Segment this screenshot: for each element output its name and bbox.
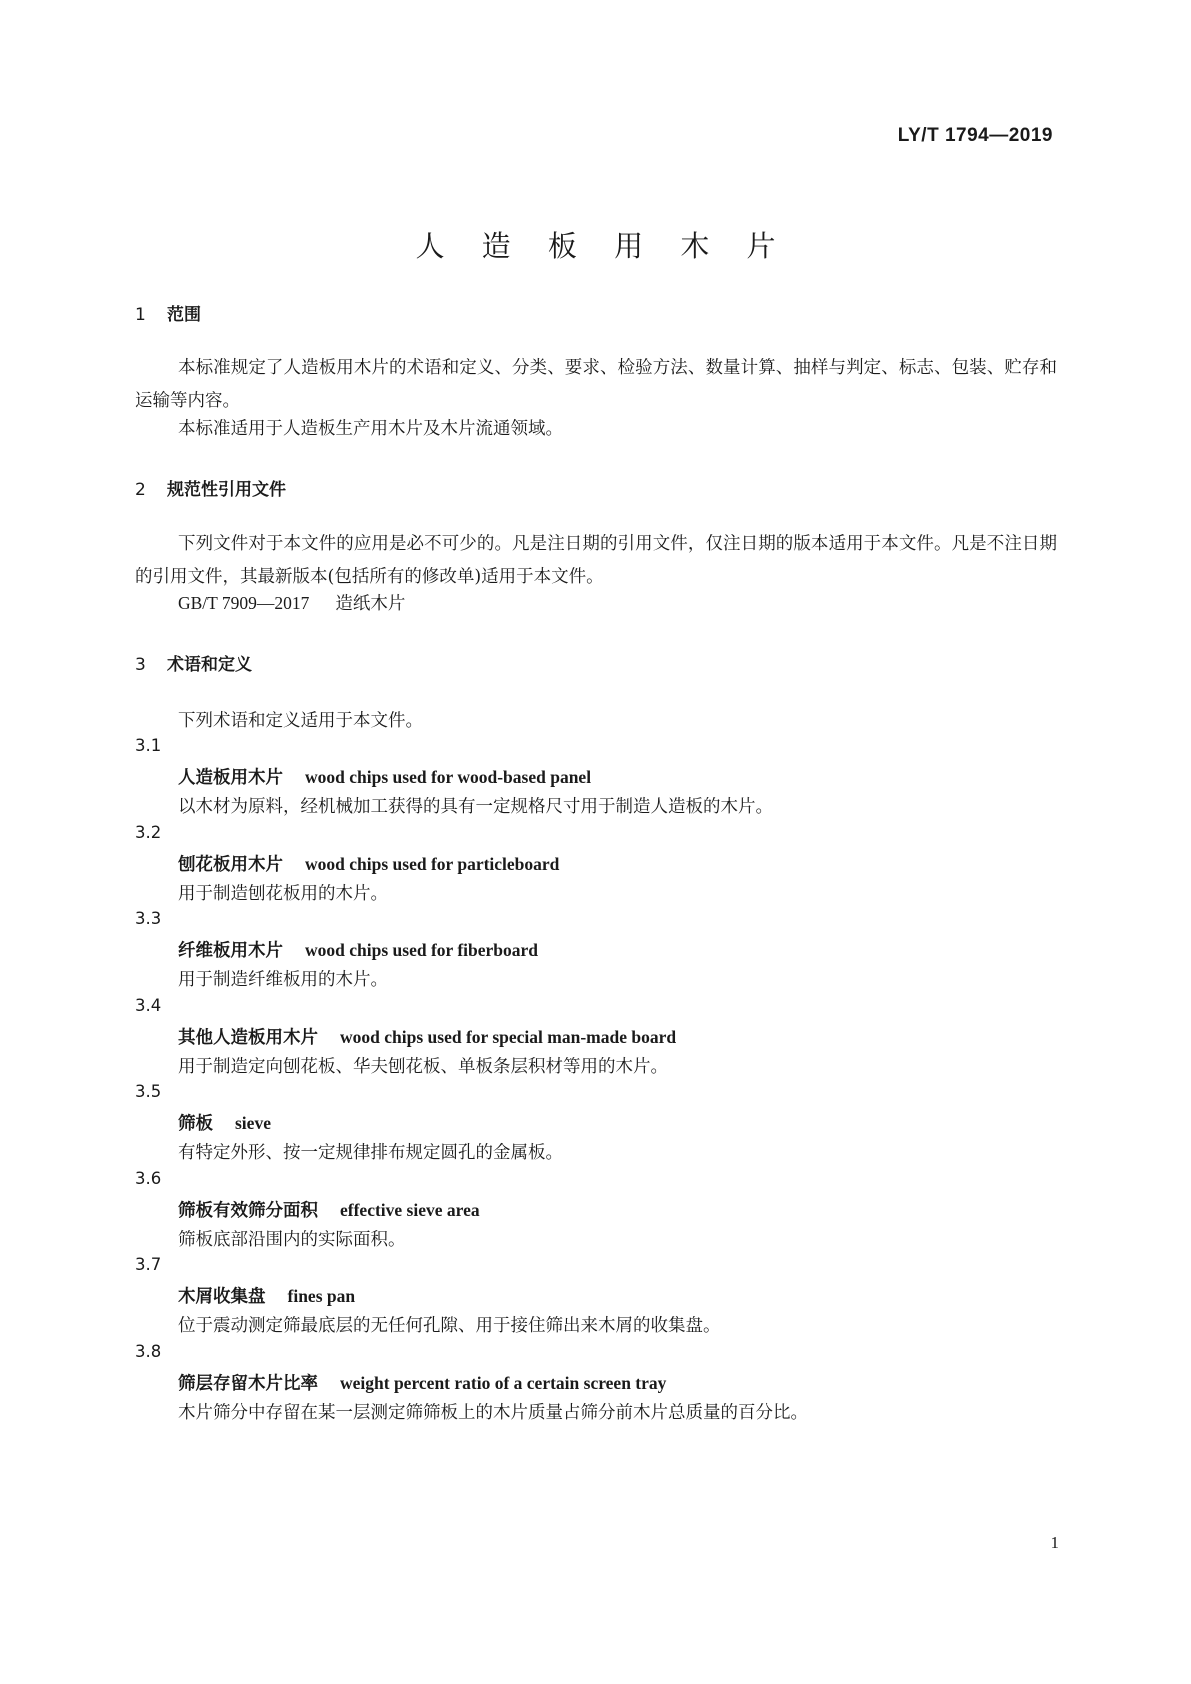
term-number: 3.6 <box>135 1169 162 1188</box>
term-number: 3.2 <box>135 823 162 842</box>
term-en: sieve <box>235 1113 271 1133</box>
section-number: 3 <box>135 655 146 675</box>
term-en: wood chips used for wood-based panel <box>305 767 592 787</box>
term-heading <box>178 851 559 876</box>
section-1-paragraph-1: 本标准规定了人造板用木片的术语和定义、分类、要求、检验方法、数量计算、抽样与判定、标志、包装、贮存和运输等内容。 <box>135 358 1057 411</box>
term-zh: 人造板用木片 <box>178 768 283 788</box>
term-zh: 筛板有效筛分面积 <box>178 1201 318 1221</box>
section-number: 1 <box>135 305 146 325</box>
reference-code: GB/T 7909—2017 <box>178 593 310 613</box>
section-3-intro: 下列术语和定义适用于本文件。 <box>178 711 423 731</box>
term-heading <box>178 1370 666 1395</box>
term-en: weight percent ratio of a certain screen tray <box>340 1373 667 1393</box>
term-zh: 纤维板用木片 <box>178 941 283 961</box>
term-zh: 其他人造板用木片 <box>178 1028 318 1048</box>
term-number: 3.4 <box>135 996 162 1015</box>
term-definition: 位于震动测定筛最底层的无任何孔隙、用于接住筛出来木屑的收集盘。 <box>178 1316 721 1336</box>
section-2-paragraph-1: 下列文件对于本文件的应用是必不可少的。凡是注日期的引用文件，仅注日期的版本适用于本文件。凡是不注日期的引用文件，其最新版本(包括所有的修改单)适用于本文件。 <box>135 534 1057 587</box>
section-1-paragraph-2: 本标准适用于人造板生产用木片及木片流通领域。 <box>178 419 563 439</box>
term-definition: 筛板底部沿围内的实际面积。 <box>178 1230 406 1250</box>
term-zh: 刨花板用木片 <box>178 855 283 875</box>
term-heading <box>178 1110 271 1135</box>
term-en: wood chips used for special man-made board <box>340 1027 677 1047</box>
term-definition: 木片筛分中存留在某一层测定筛筛板上的木片质量占筛分前木片总质量的百分比。 <box>178 1403 808 1423</box>
page-number: 1 <box>1050 1533 1059 1552</box>
term-zh: 木屑收集盘 <box>178 1287 266 1307</box>
term-heading <box>178 1197 480 1222</box>
section-2-heading <box>135 475 286 500</box>
term-heading <box>178 1024 676 1049</box>
section-3-heading <box>135 650 252 675</box>
term-en: effective sieve area <box>340 1200 480 1220</box>
reference-title: 造纸木片 <box>335 594 406 614</box>
section-1-heading <box>135 300 201 325</box>
term-zh: 筛层存留木片比率 <box>178 1374 318 1394</box>
reference-entry <box>178 590 405 615</box>
term-zh: 筛板 <box>178 1114 213 1134</box>
term-heading <box>178 1283 355 1308</box>
term-heading <box>178 764 591 789</box>
term-number: 3.7 <box>135 1255 162 1274</box>
term-number: 3.5 <box>135 1082 162 1101</box>
section-title: 规范性引用文件 <box>167 480 286 500</box>
term-heading <box>178 937 538 962</box>
term-en: wood chips used for particleboard <box>305 854 560 874</box>
term-en: fines pan <box>287 1286 356 1306</box>
term-en: wood chips used for fiberboard <box>305 940 539 960</box>
term-definition: 用于制造纤维板用的木片。 <box>178 970 388 990</box>
term-definition: 用于制造定向刨花板、华夫刨花板、单板条层积材等用的木片。 <box>178 1057 668 1077</box>
term-definition: 有特定外形、按一定规律排布规定圆孔的金属板。 <box>178 1143 563 1163</box>
term-number: 3.3 <box>135 909 162 928</box>
term-definition: 用于制造刨花板用的木片。 <box>178 884 388 904</box>
term-definition: 以木材为原料，经机械加工获得的具有一定规格尺寸用于制造人造板的木片。 <box>178 797 773 817</box>
section-number: 2 <box>135 480 146 500</box>
section-title: 术语和定义 <box>167 655 252 675</box>
term-number: 3.8 <box>135 1342 162 1361</box>
standard-code: LY/T 1794—2019 <box>897 125 1053 146</box>
document-title: 人 造 板 用 木 片 <box>415 229 790 263</box>
section-title: 范围 <box>167 305 201 325</box>
term-number: 3.1 <box>135 736 162 755</box>
